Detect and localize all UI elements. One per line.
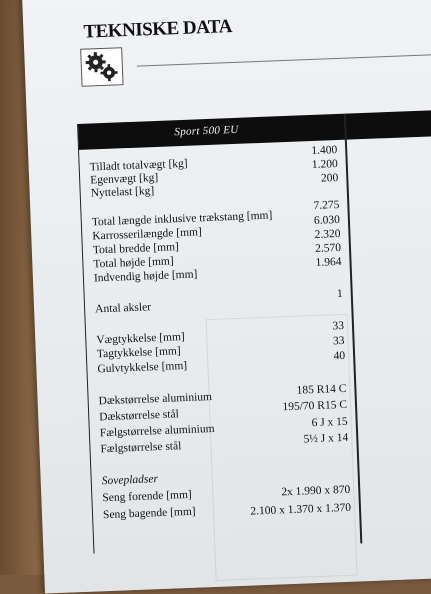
spec-value: 6.030: [313, 213, 341, 227]
spec-label: Tagtykkelse [mm]: [96, 345, 181, 361]
spec-label: Gulvtykkelse [mm]: [97, 359, 188, 376]
spec-label: Indvendig højde [mm]: [93, 268, 198, 285]
spec-label: Tilladt totalvægt [kg]: [89, 157, 188, 174]
spec-label: Nyttelast [kg]: [90, 185, 155, 200]
spec-label: Fælgstørrelse aluminium: [99, 422, 215, 440]
spec-value: 6 J x 15: [311, 415, 348, 430]
spec-value: 2.100 x 1.370 x 1.370: [250, 501, 352, 518]
spec-value: 7.275: [313, 198, 340, 212]
spec-value: 33: [332, 319, 345, 333]
spec-value: 1.200: [311, 158, 338, 171]
spec-label: Total bredde [mm]: [92, 241, 180, 257]
spec-label: Fælgstørrelse stål: [100, 440, 182, 456]
spec-label: Dækstørrelse aluminium: [98, 391, 213, 408]
spec-label: Dækstørrelse stål: [99, 408, 180, 424]
spec-value: 40: [333, 349, 346, 363]
spec-value: 1: [336, 287, 343, 301]
section-heading-sleeping: Sovepladser: [101, 473, 159, 488]
spec-label: Karrosserilængde [mm]: [92, 226, 203, 243]
spec-label: Total højde [mm]: [93, 255, 174, 271]
document-page: [22, 0, 431, 594]
spec-label: Total længde inklusive trækstang [mm]: [91, 209, 273, 229]
spec-value: 200: [320, 171, 339, 185]
spec-value: 1.964: [315, 255, 342, 269]
title-rule: [137, 53, 431, 66]
spec-label: Vægtykkelse [mm]: [96, 331, 186, 347]
gears-icon-box: [80, 47, 123, 87]
page-title: TEKNISKE DATA: [83, 15, 233, 43]
spec-table: [77, 109, 431, 554]
spec-value: 2.570: [314, 241, 342, 255]
spec-value: 1.400: [311, 144, 338, 158]
spec-value: 5½ J x 14: [303, 431, 349, 446]
spec-value: 2.320: [314, 227, 341, 241]
spec-value: 185 R14 C: [296, 382, 347, 397]
spec-label: Seng bagende [mm]: [102, 505, 196, 522]
spec-label: Egenvægt [kg]: [89, 171, 159, 187]
spec-label: Seng forende [mm]: [102, 488, 193, 505]
model-title: Sport 500 EU: [174, 123, 239, 139]
spec-label: Antal aksler: [94, 301, 152, 316]
spec-value: 33: [332, 334, 345, 348]
spec-value: 195/70 R15 C: [282, 398, 348, 414]
spec-value: 2x 1.990 x 870: [281, 483, 351, 499]
table-header: [78, 109, 431, 150]
gears-icon: [83, 49, 120, 84]
